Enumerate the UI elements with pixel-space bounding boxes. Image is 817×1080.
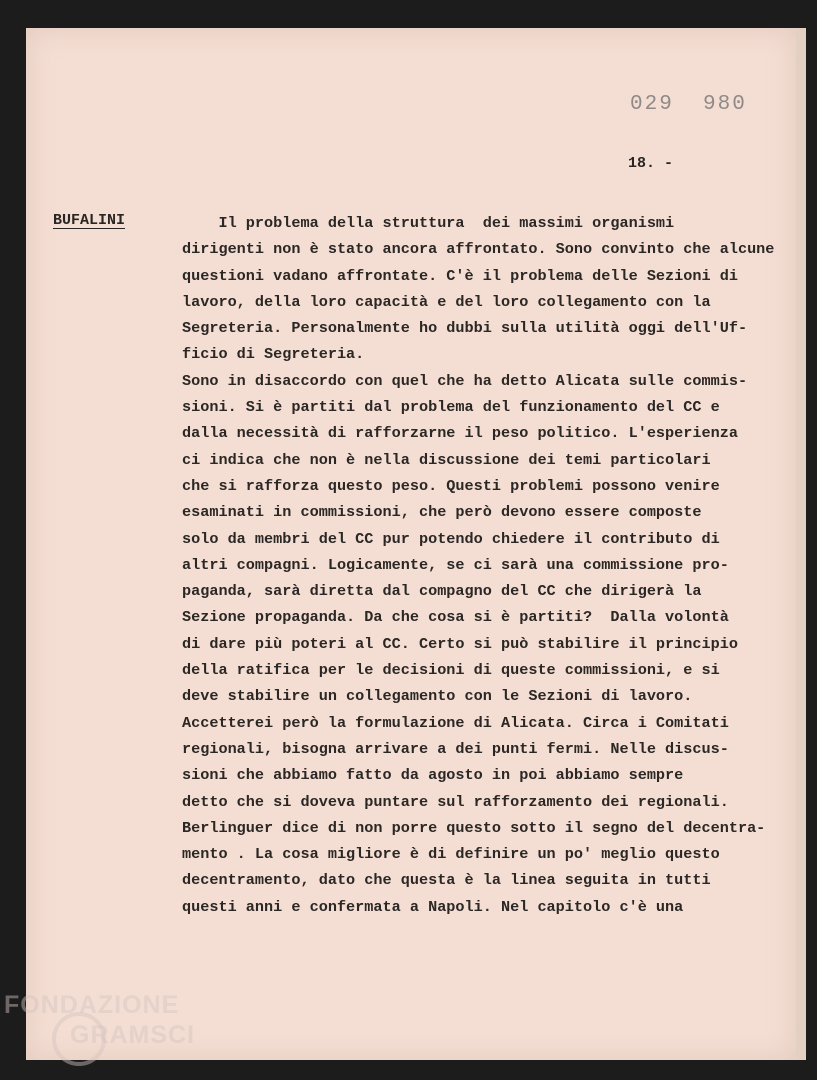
text-line: mento . La cosa migliore è di definire un po' meglio questo: [182, 845, 720, 864]
text-line: altri compagni. Logicamente, se ci sarà una commissione pro-: [182, 555, 729, 574]
page-number: 18. -: [628, 155, 674, 172]
text-line: esaminati in commissioni, che però devono essere composte: [182, 503, 702, 522]
text-line: questi anni e confermata a Napoli. Nel capitolo c'è una: [182, 897, 684, 916]
speaker-name: BUFALINI: [53, 212, 126, 229]
watermark-line-2: GRAMSCI: [70, 1021, 196, 1049]
page-edge: [796, 28, 806, 1060]
text-line: detto che si doveva puntare sul rafforzamento dei regionali.: [182, 792, 729, 811]
text-line: decentramento, dato che questa è la linea seguita in tutti: [182, 871, 711, 890]
text-line: ficio di Segreteria.: [182, 345, 365, 364]
text-line: Sezione propaganda. Da che cosa si è partiti? Dalla volontà: [182, 608, 729, 627]
fondazione-gramsci-watermark: [4, 990, 196, 1050]
watermark-line-1: FONDAZIONE: [4, 991, 180, 1019]
text-line: Berlinguer dice di non porre questo sotto il segno del decentra-: [182, 818, 766, 837]
text-line: dalla necessità di rafforzarne il peso politico. L'esperienza: [182, 424, 738, 443]
text-line: solo da membri del CC pur potendo chiedere il contributo di: [182, 529, 720, 548]
text-line: paganda, sarà diretta dal compagno del CC che dirigerà la: [182, 582, 702, 601]
text-line: sioni che abbiamo fatto da agosto in poi abbiamo sempre: [182, 766, 684, 785]
text-line: Il problema della struttura dei massimi organismi: [182, 214, 675, 232]
text-line: di dare più poteri al CC. Certo si può stabilire il principio: [182, 634, 738, 653]
text-line: Sono in disaccordo con quel che ha detto Alicata sulle commis-: [182, 371, 748, 390]
text-line: dirigenti non è stato ancora affrontato. Sono convinto che alcune: [182, 240, 775, 259]
text-line: lavoro, della loro capacità e del loro collegamento con la: [182, 292, 711, 311]
text-line: che si rafforza questo peso. Questi problemi possono venire: [182, 476, 720, 495]
text-line: deve stabilire un collegamento con le Sezioni di lavoro.: [182, 687, 693, 706]
transcript-body: [182, 210, 792, 920]
text-line: regionali, bisogna arrivare a dei punti fermi. Nelle discus-: [182, 739, 729, 758]
text-line: sioni. Si è partiti dal problema del funzionamento del CC e: [182, 398, 720, 417]
archive-stamp: 029 980: [630, 93, 747, 116]
text-line: Accetterei però la formulazione di Alicata. Circa i Comitati: [182, 713, 729, 732]
text-line: ci indica che non è nella discussione dei temi particolari: [182, 450, 711, 469]
text-line: della ratifica per le decisioni di queste commissioni, e si: [182, 661, 720, 680]
text-line: questioni vadano affrontate. C'è il problema delle Sezioni di: [182, 266, 738, 285]
text-line: Segreteria. Personalmente ho dubbi sulla utilità oggi dell'Uf-: [182, 319, 748, 338]
